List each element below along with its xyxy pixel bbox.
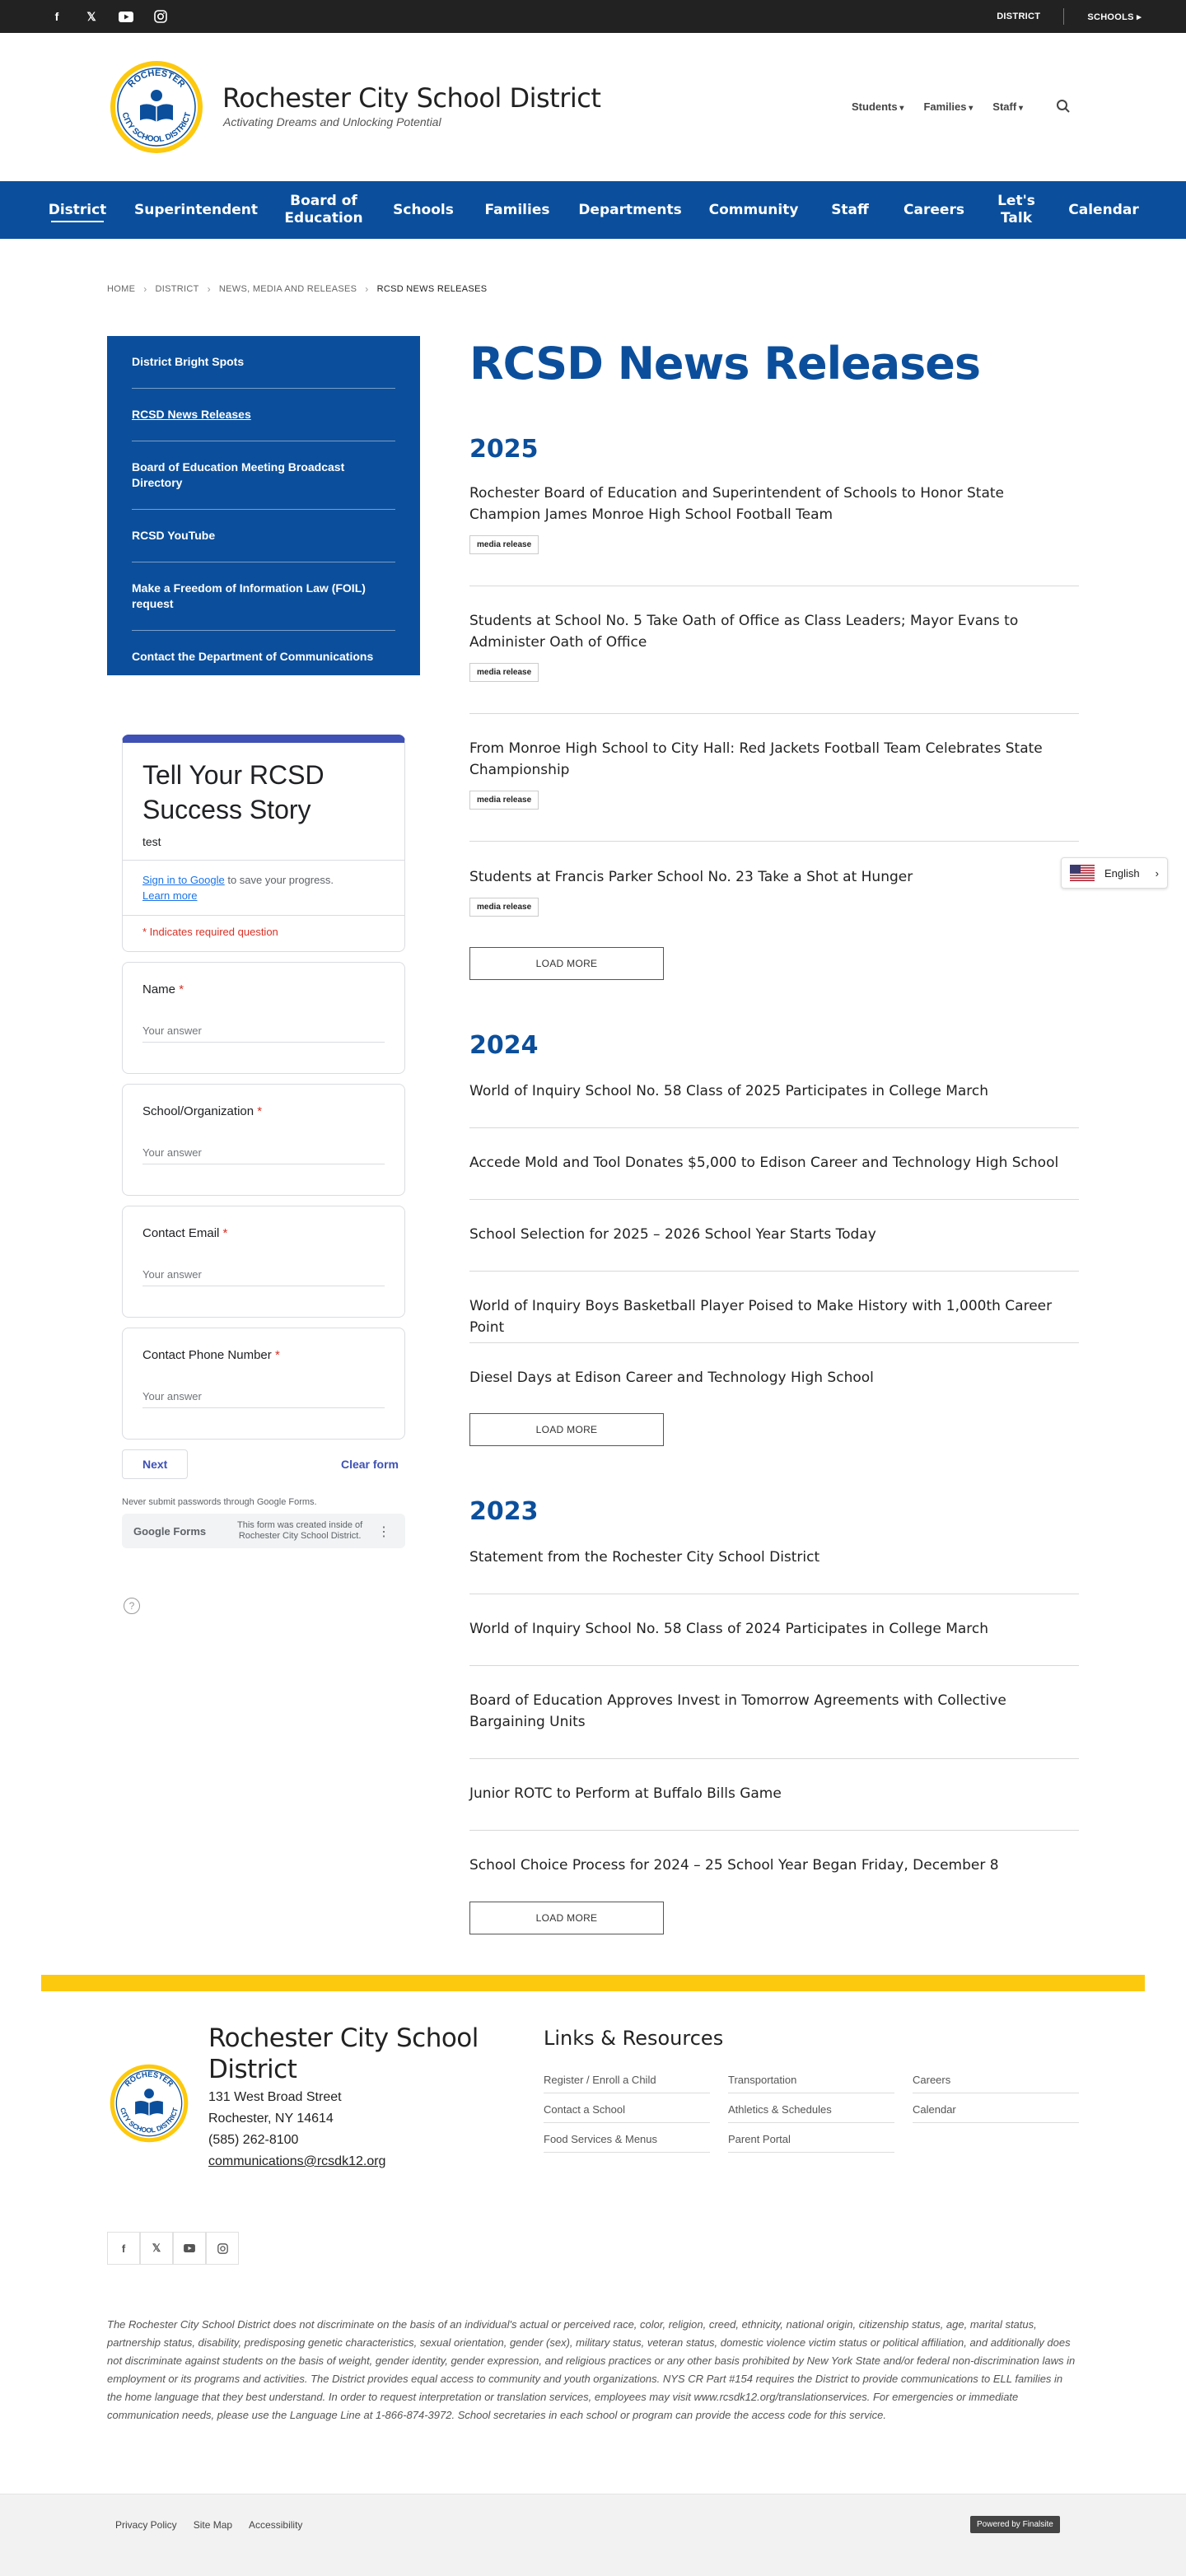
footer-link-food-services[interactable]: Food Services & Menus [544, 2123, 710, 2153]
footer-link-transportation[interactable]: Transportation [728, 2064, 894, 2093]
nav-staff[interactable]: Staff [831, 201, 869, 218]
legal-links [115, 2519, 302, 2531]
facebook-icon[interactable]: f [107, 2232, 140, 2265]
news-item [469, 1855, 1079, 1888]
footer-accent-bar [41, 1975, 1145, 1991]
bottom-bar [0, 2494, 1186, 2576]
district-link[interactable]: DISTRICT [997, 12, 1041, 21]
news-title-link[interactable]: Board of Education Approves Invest in Tomorrow Agreements with Collective Bargaining Units [469, 1692, 1006, 1730]
required-note: * Indicates required question [123, 915, 404, 951]
news-item [469, 1367, 1079, 1400]
news-title-link[interactable]: Rochester Board of Education and Superintendent of Schools to Honor State Champion James Monroe High School Football Team [469, 485, 1004, 523]
question-card [122, 1328, 405, 1440]
nav-families[interactable]: Families [484, 201, 550, 218]
side-item-broadcast-directory[interactable]: Board of Education Meeting Broadcast Directory [132, 441, 395, 510]
footer-district-name: Rochester City School District [208, 2023, 479, 2084]
news-title-link[interactable]: World of Inquiry School No. 58 Class of 2024 Participates in College March [469, 1621, 989, 1637]
news-title-link[interactable]: World of Inquiry Boys Basketball Player Poised to Make History with 1,000th Career Point [469, 1298, 1053, 1336]
news-title-link[interactable]: Statement from the Rochester City School District [469, 1549, 820, 1566]
news-title-link[interactable]: School Choice Process for 2024 – 25 School Year Began Friday, December 8 [469, 1857, 999, 1874]
news-title-link[interactable]: Students at School No. 5 Take Oath of Office as Class Leaders; Mayor Evans to Administer Oath of Office [469, 613, 1019, 651]
year-heading: 2023 [469, 1497, 539, 1526]
news-title-link[interactable]: School Selection for 2025 – 2026 School Year Starts Today [469, 1226, 876, 1243]
site-title[interactable]: Rochester City School District [222, 82, 601, 114]
clear-form-button[interactable]: Clear form [340, 1458, 399, 1471]
facebook-icon[interactable]: f [54, 10, 59, 23]
chevron-right-icon: › [207, 283, 211, 295]
utility-bar [0, 0, 1186, 33]
language-label: English [1104, 866, 1140, 880]
footer-link-parent-portal[interactable]: Parent Portal [728, 2123, 894, 2153]
contact-phone-input[interactable]: Your answer [142, 1390, 385, 1408]
footer-link-careers[interactable]: Careers [913, 2064, 1079, 2093]
breadcrumb-home[interactable]: HOME [107, 284, 136, 294]
side-item-foil-request[interactable]: Make a Freedom of Information Law (FOIL) request [132, 562, 395, 631]
sign-in-link[interactable]: Sign in to Google [142, 874, 225, 886]
load-more-button[interactable]: LOAD MORE [469, 1902, 664, 1934]
privacy-policy-link[interactable]: Privacy Policy [115, 2519, 177, 2531]
question-label: Contact Phone Number * [142, 1348, 280, 1362]
learn-more-link[interactable]: Learn more [142, 889, 198, 902]
site-tagline: Activating Dreams and Unlocking Potential [223, 115, 441, 128]
instagram-icon[interactable] [206, 2232, 239, 2265]
news-title-link[interactable]: Junior ROTC to Perform at Buffalo Bills Game [469, 1785, 782, 1802]
nav-lets-talk[interactable]: Let's Talk [997, 193, 1035, 226]
youtube-icon[interactable] [173, 2232, 206, 2265]
next-button[interactable]: Next [122, 1449, 188, 1479]
footer-link-athletics[interactable]: Athletics & Schedules [728, 2093, 894, 2123]
svg-text:ROCHESTER: ROCHESTER [126, 68, 187, 90]
news-item [469, 1618, 1079, 1666]
sign-in-notice [123, 860, 404, 915]
x-icon[interactable]: 𝕏 [86, 9, 96, 23]
main-navigation [0, 181, 1186, 239]
more-options-icon[interactable]: ⋮ [377, 1525, 390, 1539]
question-card [122, 1084, 405, 1196]
year-heading: 2024 [469, 1031, 539, 1060]
youtube-icon[interactable] [117, 7, 135, 26]
news-item [469, 1152, 1079, 1200]
footer-social-links [107, 2232, 239, 2265]
contact-email-input[interactable]: Your answer [142, 1268, 385, 1286]
news-item [469, 1295, 1079, 1343]
nav-district[interactable]: District [51, 181, 104, 239]
address-line-2: Rochester, NY 14614 [208, 2112, 334, 2126]
nav-calendar[interactable]: Calendar [1068, 201, 1139, 218]
audience-nav [852, 100, 1023, 113]
chevron-right-icon: › [1155, 866, 1159, 880]
form-title: Tell Your RCSD Success Story [142, 760, 325, 824]
question-label: Contact Email * [142, 1226, 228, 1240]
news-item [469, 610, 1079, 714]
staff-dropdown[interactable]: Staff ▾ [992, 100, 1023, 113]
email-link[interactable]: communications@rcsdk12.org [208, 2154, 386, 2168]
news-item [469, 866, 1079, 924]
non-discrimination-statement: The Rochester City School District does not discriminate on the basis of an individual's actual or perceived race, color, religion, creed, ethnicity, national origin, citizenship status, age, marital status, partnership status, disability, predisposing genetic characteristics, sexual orientation, gender (sex), military status, veteran status, domestic violence victim status or political affiliation, and additionally does not discriminate against students on the basis of weight, gender identity, gender expression, and religious practices or any other basis prohibited by New York State and/or federal non-discrimination laws in employment or its programs and activities. The District provides equal access to community and youth organizations. NYS CR Part #154 requires the District to provide communications to ELL families in the home language that they best understand. In order to request interpretation or translation services, employees may visit www.rcsdk12.org/translationservices. For emergencies or immediate communication needs, please use the Language Line at 1-866-874-3972. School secretaries in each school or program can provide the access code for this service. [107, 2318, 1076, 2421]
news-item [469, 1783, 1079, 1831]
news-title-link[interactable]: Students at Francis Parker School No. 23 Take a Shot at Hunger [469, 869, 913, 885]
footer-link-contact-school[interactable]: Contact a School [544, 2093, 710, 2123]
google-forms-logo[interactable]: Google Forms [133, 1524, 207, 1538]
svg-text:CITY SCHOOL DISTRICT: CITY SCHOOL DISTRICT [119, 2107, 180, 2135]
media-release-tag[interactable]: media release [469, 663, 539, 682]
news-title-link[interactable]: Diesel Days at Edison Career and Technology High School [469, 1370, 874, 1386]
instagram-icon[interactable] [152, 7, 170, 26]
language-selector[interactable] [1061, 857, 1168, 889]
breadcrumb-news-media[interactable]: NEWS, MEDIA AND RELEASES [218, 284, 357, 294]
load-more-button[interactable]: LOAD MORE [469, 1413, 664, 1446]
help-icon[interactable]: ? [124, 1598, 140, 1614]
question-card [122, 1206, 405, 1318]
nav-schools[interactable]: Schools [393, 201, 454, 218]
district-logo[interactable] [109, 59, 204, 155]
password-warning: Never submit passwords through Google Forms. [122, 1497, 317, 1507]
question-label: School/Organization * [142, 1104, 263, 1118]
news-title-link[interactable]: Accede Mold and Tool Donates $5,000 to Edison Career and Technology High School [469, 1155, 1059, 1171]
breadcrumb [107, 283, 487, 295]
address-line-1: 131 West Broad Street [208, 2090, 342, 2104]
media-release-tag[interactable]: media release [469, 791, 539, 810]
nav-superintendent[interactable]: Superintendent [133, 201, 259, 218]
top-links [974, 0, 1142, 33]
form-description: test [142, 835, 161, 848]
families-dropdown[interactable]: Families ▾ [923, 100, 973, 113]
breadcrumb-current: RCSD NEWS RELEASES [376, 284, 488, 294]
news-item [469, 1547, 1079, 1594]
news-item [469, 483, 1079, 586]
question-card [122, 962, 405, 1074]
site-map-link[interactable]: Site Map [193, 2519, 233, 2531]
form-created-note: This form was created inside of Rochester City School District. [237, 1520, 363, 1541]
links-resources-title: Links & Resources [544, 2027, 724, 2050]
load-more-button[interactable]: LOAD MORE [469, 947, 664, 980]
x-icon[interactable]: 𝕏 [140, 2232, 173, 2265]
form-actions [122, 1449, 405, 1479]
chevron-right-icon: › [365, 283, 369, 295]
footer-address [208, 2087, 385, 2172]
news-title-link[interactable]: From Monroe High School to City Hall: Red Jackets Football Team Celebrates State Championship [469, 740, 1043, 778]
svg-text:CITY SCHOOL DISTRICT: CITY SCHOOL DISTRICT [119, 111, 194, 145]
google-forms-footer [122, 1514, 405, 1548]
nav-departments[interactable]: Departments [578, 201, 682, 218]
media-release-tag[interactable]: media release [469, 898, 539, 917]
embedded-google-form [122, 735, 405, 1548]
news-item [469, 1690, 1079, 1759]
side-item-bright-spots[interactable]: District Bright Spots [132, 336, 395, 389]
side-item-youtube[interactable]: RCSD YouTube [132, 510, 395, 562]
links-resources-grid [544, 2064, 1079, 2153]
side-item-contact-communications[interactable]: Contact the Department of Communications [132, 650, 374, 663]
section-menu [107, 336, 420, 675]
search-icon[interactable] [1056, 99, 1071, 114]
breadcrumb-district[interactable]: DISTRICT [155, 284, 199, 294]
sign-in-text: to save your progress. [224, 874, 334, 886]
svg-text:ROCHESTER: ROCHESTER [123, 2070, 175, 2088]
nav-careers[interactable]: Careers [904, 201, 964, 218]
footer-district-logo[interactable] [109, 2063, 189, 2144]
phone-number[interactable]: (585) 262-8100 [208, 2133, 299, 2147]
nav-community[interactable]: Community [708, 201, 799, 218]
nav-board-of-education[interactable]: Board of Education [284, 193, 363, 226]
footer-link-calendar[interactable]: Calendar [913, 2093, 1079, 2123]
site-header [0, 33, 1186, 181]
side-item-news-releases[interactable]: RCSD News Releases [132, 389, 395, 441]
year-heading: 2025 [469, 435, 539, 464]
social-links [48, 0, 170, 33]
news-item [469, 738, 1079, 842]
media-release-tag[interactable]: media release [469, 535, 539, 554]
chevron-right-icon: › [143, 283, 147, 295]
page-title: RCSD News Releases [469, 338, 981, 390]
name-input[interactable]: Your answer [142, 1024, 385, 1043]
form-header-card [122, 735, 405, 952]
news-title-link[interactable]: World of Inquiry School No. 58 Class of 2025 Participates in College March [469, 1083, 989, 1099]
accessibility-link[interactable]: Accessibility [249, 2519, 303, 2531]
news-item [469, 1080, 1079, 1128]
us-flag-icon [1070, 865, 1095, 881]
powered-by-finalsite-badge[interactable]: Powered by Finalsite [970, 2516, 1060, 2533]
schools-dropdown[interactable]: SCHOOLS ▸ [1087, 12, 1142, 22]
news-item [469, 1224, 1079, 1272]
school-organization-input[interactable]: Your answer [142, 1146, 385, 1164]
footer-link-register[interactable]: Register / Enroll a Child [544, 2064, 710, 2093]
question-label: Name * [142, 982, 184, 996]
students-dropdown[interactable]: Students ▾ [852, 100, 904, 113]
